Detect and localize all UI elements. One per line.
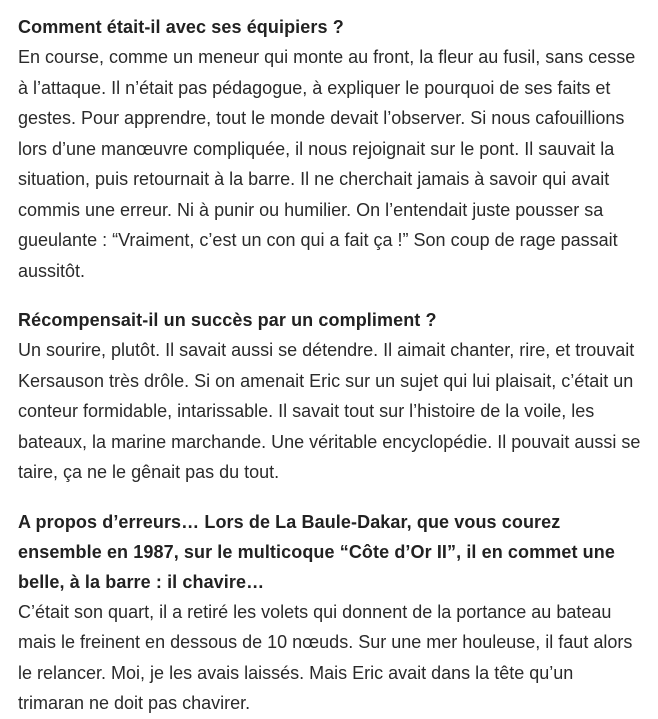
question-heading: Récompensait-il un succès par un compliment ? <box>18 310 437 330</box>
answer-paragraph: Un sourire, plutôt. Il savait aussi se détendre. Il aimait chanter, rire, et trouvait Kersauson très drôle. Si on amenait Eric sur un sujet qui lui plaisait, c’était un conteur formidable, intarissable. Il savait tout sur l’histoire de la voile, les bateaux, la marine marchande. Une véritable encyclopédie. Il pouvait aussi se taire, ça ne le gênait pas du tout. <box>18 340 641 482</box>
answer-paragraph: C’était son quart, il a retiré les volets qui donnent de la portance au bateau mais le freinent en dessous de 10 nœuds. Sur une mer houleuse, il faut alors le relancer. Moi, je les avais laissés. Mais Eric avait dans la tête qu’un trimaran ne doit pas chavirer. <box>18 601 633 713</box>
answer-paragraph: En course, comme un meneur qui monte au front, la fleur au fusil, sans cesse à l’attaque. Il n’était pas pédagogue, à expliquer le pourquoi de ses faits et gestes. Pour apprendre, tout le monde devait l’observer. Si nous cafouillions lors d’une manœuvre compliquée, il nous rejoignait sur le pont. Il sauvait la situation, puis retournait à la barre. Il ne cherchait jamais à savoir qui avait commis une erreur. Ni à punir ou humilier. On l’entendait juste pousser sa gueulante : “Vraiment, c’est un con qui a fait ça !” Son coup de rage passait aussitôt. <box>18 47 636 281</box>
qa-section-errors <box>18 507 644 719</box>
qa-section-teammates <box>18 12 644 286</box>
question-heading: A propos d’erreurs… Lors de La Baule-Dakar, que vous courez ensemble en 1987, sur le multicoque “Côte d’Or II”, il en commet une belle, à la barre : il chavire… <box>18 511 615 592</box>
qa-section-compliment <box>18 305 644 488</box>
question-heading: Comment était-il avec ses équipiers ? <box>18 17 344 37</box>
